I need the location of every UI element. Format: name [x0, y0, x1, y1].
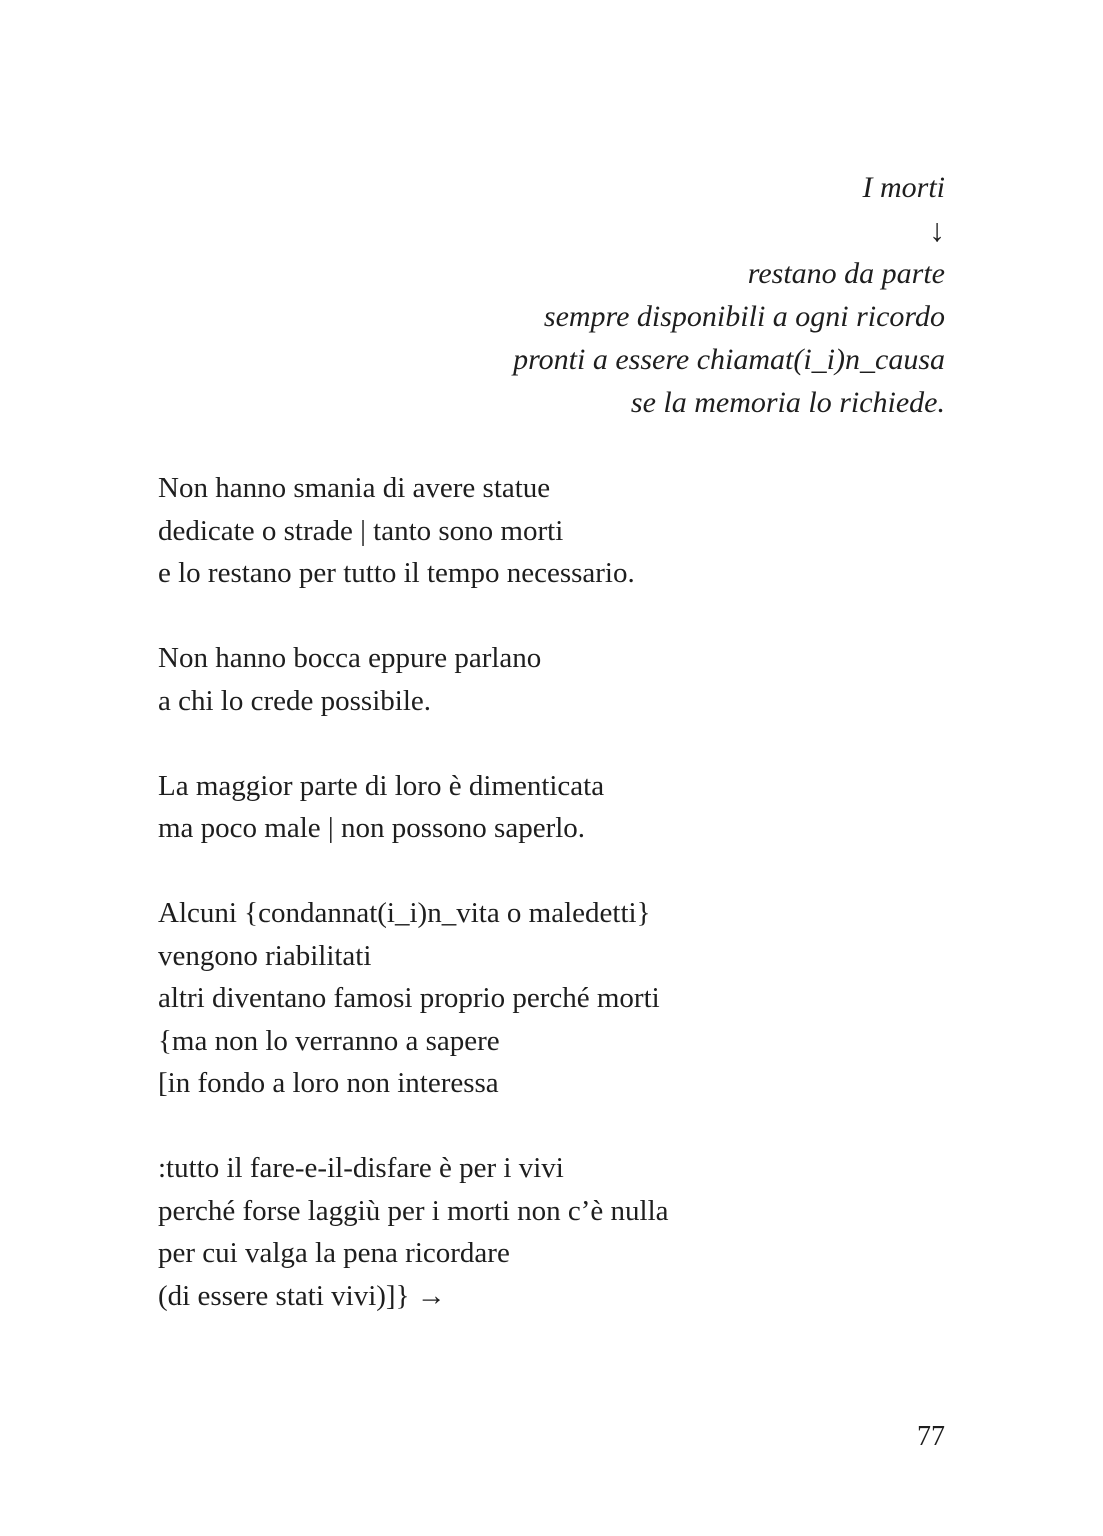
poem-line: Alcuni {condannat(i_i)n_vita o maledetti} — [158, 897, 651, 929]
poem-line: (di essere stati vivi)]} → — [158, 1279, 446, 1312]
poem-line: a chi lo crede possibile. — [158, 684, 431, 717]
stanza — [158, 892, 669, 1105]
poem-line: Non hanno bocca eppure parlano — [158, 642, 542, 674]
epigraph-line: se la memoria lo richiede. — [630, 386, 945, 419]
down-arrow-icon: ↓ — [929, 212, 945, 248]
poem-line: perché forse laggiù per i morti non c’è nulla — [158, 1194, 669, 1227]
epigraph-line: sempre disponibili a ogni ricordo — [543, 300, 945, 333]
stanza — [158, 467, 669, 595]
stanza — [158, 765, 669, 850]
epigraph-line: restano da parte — [747, 257, 945, 290]
epigraph — [513, 166, 945, 424]
stanza — [158, 637, 669, 722]
epigraph-line: I morti — [862, 171, 945, 204]
poem-line: {ma non lo verranno a sapere — [158, 1024, 500, 1057]
poem-line: vengono riabilitati — [158, 939, 372, 972]
epigraph-line: pronti a essere chiamat(i_i)n_causa — [513, 343, 945, 376]
page-number: 77 — [917, 1421, 945, 1452]
poem-line: e lo restano per tutto il tempo necessario. — [158, 557, 635, 589]
poem-line: per cui valga la pena ricordare — [158, 1237, 510, 1269]
poem-line: Non hanno smania di avere statue — [158, 472, 551, 504]
poem-line: altri diventano famosi proprio perché morti — [158, 982, 660, 1014]
poem-line: :tutto il fare-e-il-disfare è per i vivi — [158, 1152, 564, 1184]
poem-body — [158, 467, 669, 1360]
poem-line: dedicate o strade | tanto sono morti — [158, 514, 564, 547]
poem-line: La maggior parte di loro è dimenticata — [158, 769, 605, 802]
poem-line: ma poco male | non possono saperlo. — [158, 812, 586, 844]
stanza — [158, 1147, 669, 1317]
poem-line: [in fondo a loro non interessa — [158, 1067, 499, 1099]
